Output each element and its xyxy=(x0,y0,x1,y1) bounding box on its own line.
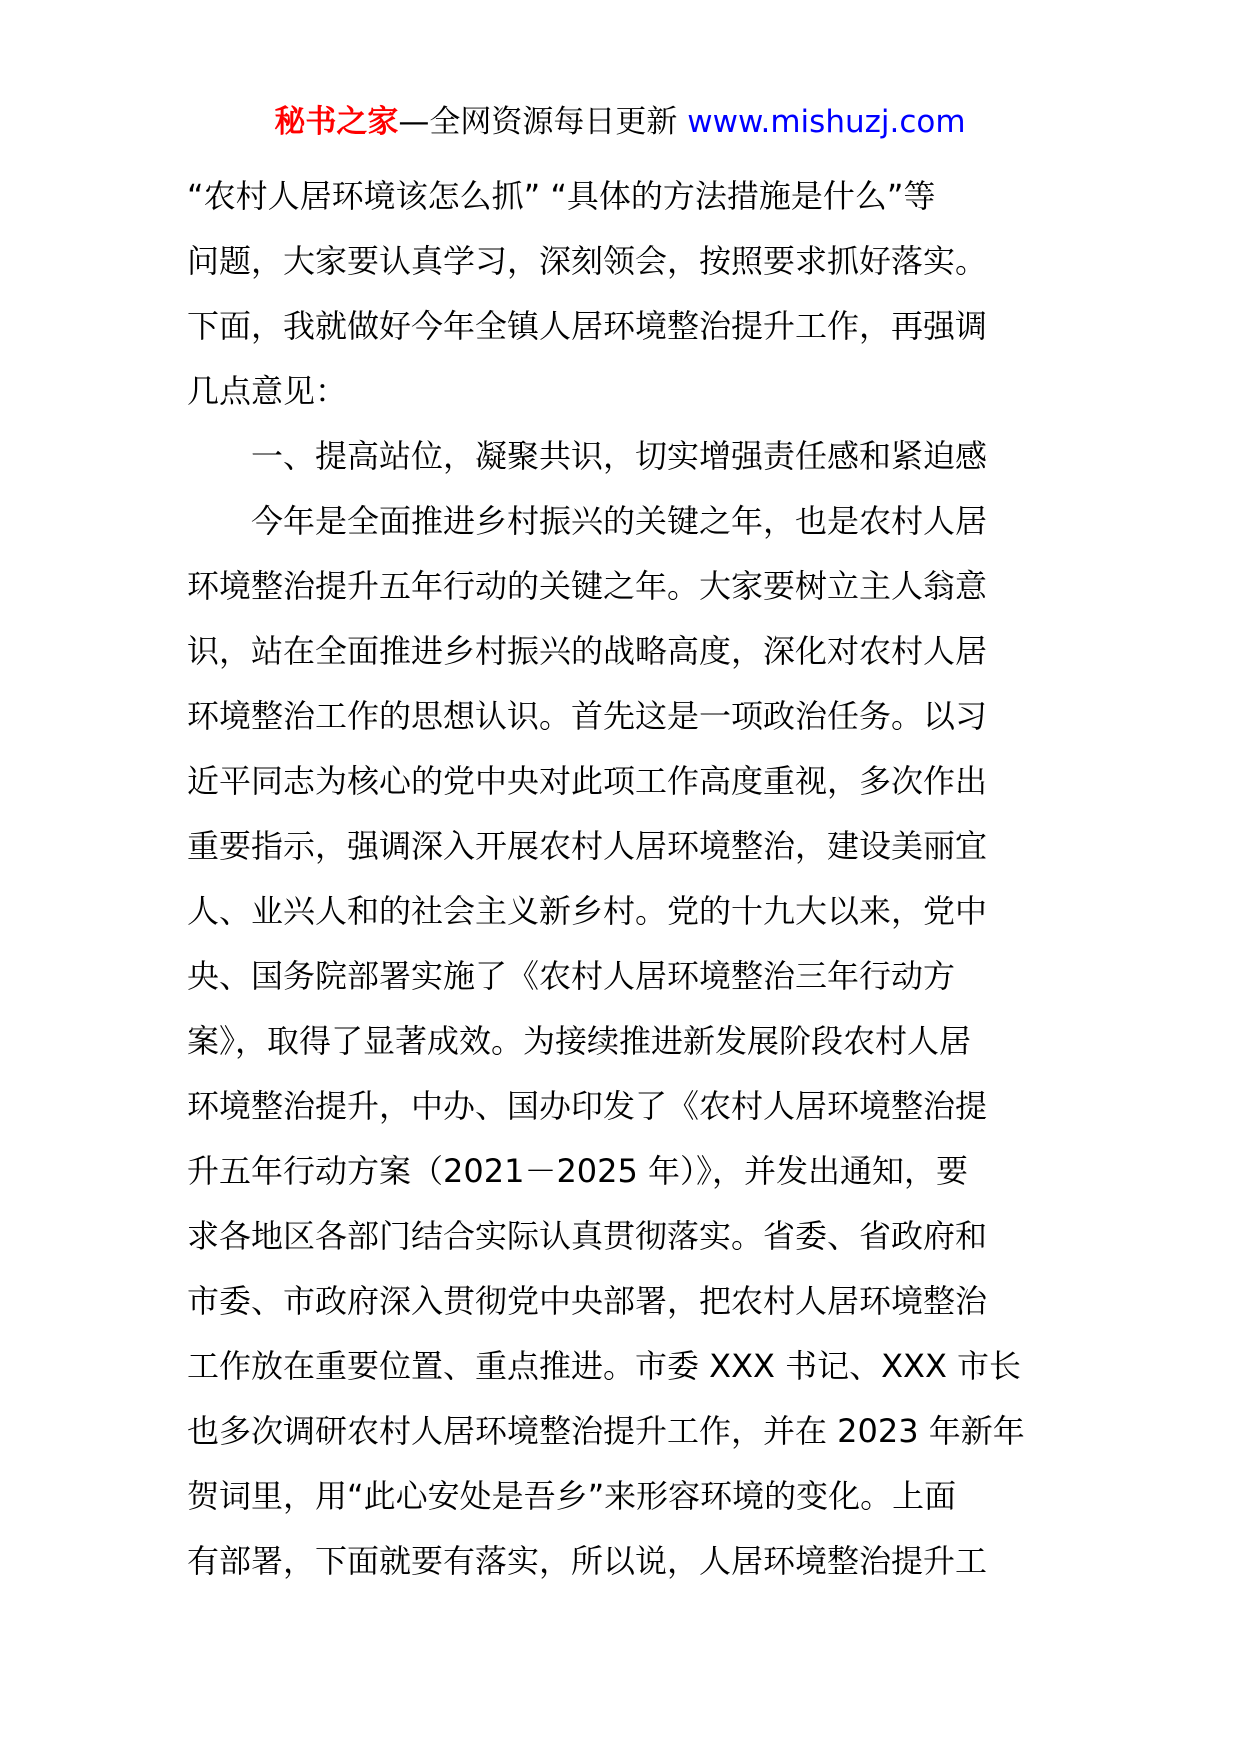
text-line: 几点意见： xyxy=(187,372,348,410)
section-heading-text: 一、提高站位，凝聚共识，切实增强责任感和紧迫感 xyxy=(251,437,988,475)
text-line: 求各地区各部门结合实际认真贯彻落实。省委、省政府和 xyxy=(187,1217,988,1255)
text-line: 也多次调研农村人居环境整治提升工作，并在 2023 年新年 xyxy=(187,1412,1025,1450)
text-line: 案》，取得了显著成效。为接续推进新发展阶段农村人居 xyxy=(187,1022,972,1060)
text-line: “农村人居环境该怎么抓” “具体的方法措施是什么”等 xyxy=(187,177,936,215)
text-line: 环境整治工作的思想认识。首先这是一项政治任务。以习 xyxy=(187,697,988,735)
text-line: 央、国务院部署实施了《农村人居环境整治三年行动方 xyxy=(187,957,956,995)
document-body xyxy=(187,164,1057,1594)
text-line: 人、业兴人和的社会主义新乡村。党的十九大以来，党中 xyxy=(187,892,988,930)
text-line: 下面，我就做好今年全镇人居环境整治提升工作，再强调 xyxy=(187,307,988,345)
text-line: 今年是全面推进乡村振兴的关键之年，也是农村人居 xyxy=(251,502,988,540)
text-line: 贺词里，用“此心安处是吾乡”来形容环境的变化。上面 xyxy=(187,1477,957,1515)
text-line: 环境整治提升五年行动的关键之年。大家要树立主人翁意 xyxy=(187,567,988,605)
text-line: 近平同志为核心的党中央对此项工作高度重视，多次作出 xyxy=(187,762,988,800)
text-line: 工作放在重要位置、重点推进。市委 XXX 书记、XXX 市长 xyxy=(187,1347,1022,1385)
text-line: 重要指示，强调深入开展农村人居环境整治，建设美丽宜 xyxy=(187,827,988,865)
text-line: 环境整治提升，中办、国办印发了《农村人居环境整治提 xyxy=(187,1087,988,1125)
section-heading xyxy=(187,424,1057,489)
intro-paragraph xyxy=(187,164,1057,424)
text-line: 有部署，下面就要有落实，所以说，人居环境整治提升工 xyxy=(187,1542,988,1580)
text-line: 识，站在全面推进乡村振兴的战略高度，深化对农村人居 xyxy=(187,632,988,670)
text-line: 市委、市政府深入贯彻党中央部署，把农村人居环境整治 xyxy=(187,1282,988,1320)
site-tagline: —全网资源每日更新 xyxy=(398,104,688,140)
site-url[interactable]: www.mishuzj.com xyxy=(687,104,966,140)
text-line: 问题，大家要认真学习，深刻领会，按照要求抓好落实。 xyxy=(187,242,988,280)
page-header xyxy=(0,100,1240,144)
body-paragraph xyxy=(187,489,1057,1594)
site-brand: 秘书之家 xyxy=(274,104,399,140)
text-line: 升五年行动方案（2021－2025 年）》，并发出通知，要 xyxy=(187,1152,969,1190)
